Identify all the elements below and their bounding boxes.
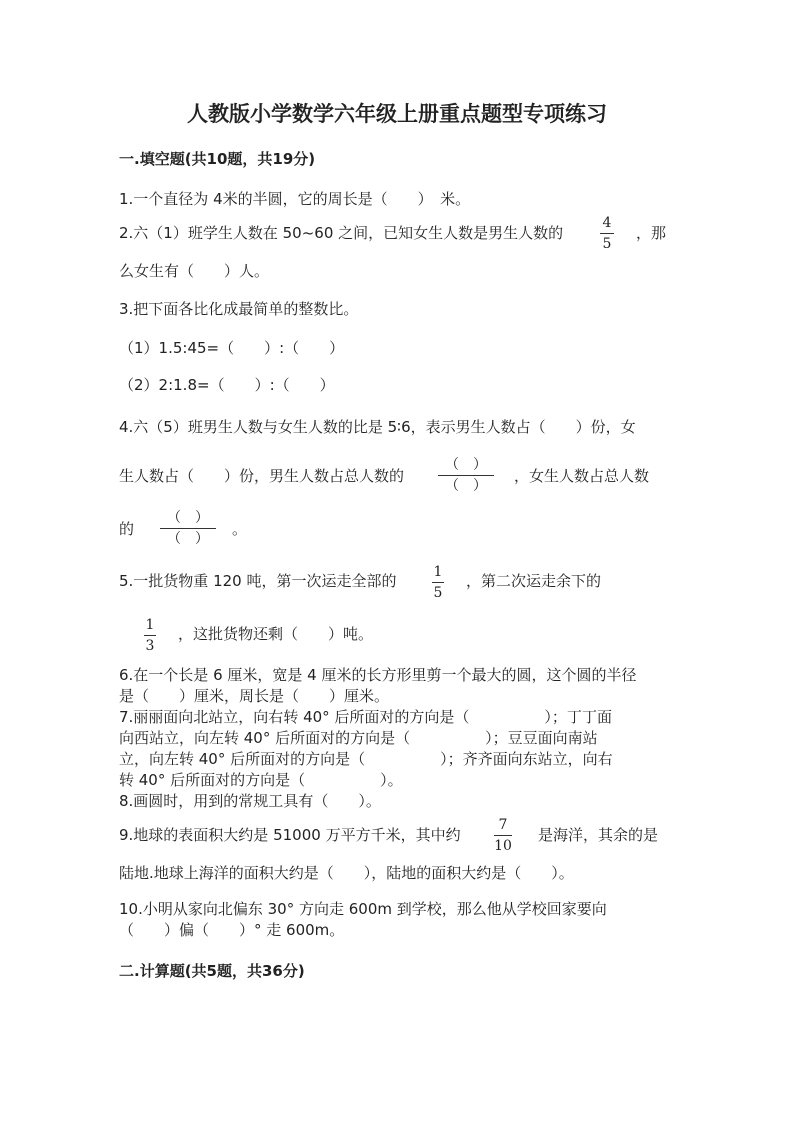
question-4-line-3a: 的 xyxy=(119,520,135,538)
question-10-line-2: （ ）偏（ ）° 走 600m。 xyxy=(119,921,345,939)
question-1: 1.一个直径为 4米的半圆，它的周长是（ ） 米。 xyxy=(119,190,471,208)
fraction-numerator-blank: （ ） xyxy=(167,510,209,526)
question-4-line-1: 4.六（5）班男生人数与女生人数的比是 5∶6，表示男生人数占（ ）份，女 xyxy=(119,418,636,436)
question-2-line-1-end: ，那 xyxy=(636,224,667,242)
fraction-1-3 xyxy=(144,618,156,653)
fraction-bar xyxy=(494,835,512,836)
question-3-part-2: （2）2:1.8=（ ）:（ ） xyxy=(119,376,335,394)
fraction-numerator-blank: （ ） xyxy=(445,457,487,473)
question-6-line-2: 是（ ）厘米，周长是（ ）厘米。 xyxy=(119,687,390,705)
fraction-bar xyxy=(438,475,494,476)
fraction-denominator: 10 xyxy=(494,838,512,854)
fraction-denominator: 5 xyxy=(433,585,443,601)
question-9-line-2: 陆地.地球上海洋的面积大约是（ ），陆地的面积大约是（ ）。 xyxy=(119,864,574,882)
question-5-line-2: ，这批货物还剩（ ）吨。 xyxy=(178,625,374,643)
section-heading-calculation: 二.计算题(共5题，共36分) xyxy=(119,962,305,980)
fraction-bar xyxy=(432,582,444,583)
fraction-7-10 xyxy=(494,818,512,853)
fraction-denominator-blank: （ ） xyxy=(167,531,209,547)
question-7-line-2: 向西站立，向左转 40° 后所面对的方向是（ ）；豆豆面向南站 xyxy=(119,729,598,747)
question-7-line-3: 立，向左转 40° 后所面对的方向是（ ）；齐齐面向东站立，向右 xyxy=(119,750,613,768)
question-4-line-2a: 生人数占（ ）份，男生人数占总人数的 xyxy=(119,467,405,485)
fraction-blank-girls xyxy=(160,511,216,546)
fraction-denominator: 3 xyxy=(145,638,155,654)
fraction-bar xyxy=(600,233,614,234)
fraction-blank-boys xyxy=(438,458,494,493)
question-2-line-2: 么女生有（ ）人。 xyxy=(119,262,270,280)
question-2-line-1: 2.六（1）班学生人数在 50~60 之间，已知女生人数是男生人数的 xyxy=(119,224,564,242)
question-4-line-2b: ，女生人数占总人数 xyxy=(514,467,650,485)
question-10-line-1: 10.小明从家向北偏东 30° 方向走 600m 到学校，那么他从学校回家要向 xyxy=(119,900,607,918)
fraction-denominator-blank: （ ） xyxy=(445,478,487,494)
question-3-part-1: （1）1.5:45=（ ）:（ ） xyxy=(119,339,345,357)
fraction-numerator: 7 xyxy=(498,817,508,833)
question-5-line-1a: 5.一批货物重 120 吨，第一次运走全部的 xyxy=(119,572,397,590)
fraction-denominator: 5 xyxy=(602,236,612,252)
question-7-line-4: 转 40° 后所面对的方向是（ ）。 xyxy=(119,771,403,789)
question-9-line-1a: 9.地球的表面积大约是 51000 万平方千米，其中约 xyxy=(119,826,461,844)
fraction-bar xyxy=(144,635,156,636)
question-9-line-1b: 是海洋，其余的是 xyxy=(538,826,659,844)
question-8: 8.画圆时，用到的常规工具有（ ）。 xyxy=(119,792,381,810)
question-3-stem: 3.把下面各比化成最简单的整数比。 xyxy=(119,300,359,318)
question-6-line-1: 6.在一个长是 6 厘米，宽是 4 厘米的长方形里剪一个最大的圆，这个圆的半径 xyxy=(119,666,637,684)
section-heading-fill-blank: 一.填空题(共10题，共19分) xyxy=(119,150,316,168)
question-5-line-1b: ，第二次运走余下的 xyxy=(466,572,602,590)
question-4-line-3b: 。 xyxy=(232,520,248,538)
page-title: 人教版小学数学六年级上册重点题型专项练习 xyxy=(187,101,607,126)
fraction-1-5 xyxy=(432,565,444,600)
question-7-line-1: 7.丽丽面向北站立，向右转 40° 后所面对的方向是（ ）；丁丁面 xyxy=(119,708,612,726)
fraction-numerator: 4 xyxy=(602,215,612,231)
fraction-numerator: 1 xyxy=(145,617,155,633)
fraction-4-5 xyxy=(600,216,614,251)
fraction-numerator: 1 xyxy=(433,564,443,580)
fraction-bar xyxy=(160,528,216,529)
